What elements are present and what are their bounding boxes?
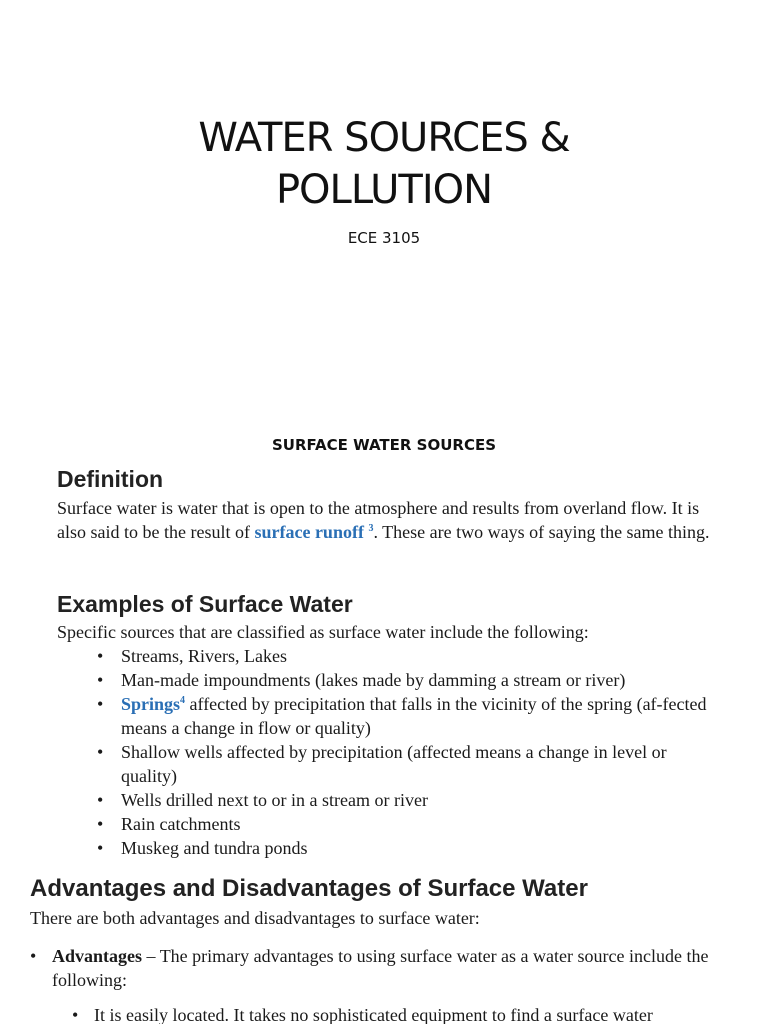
list-item — [97, 788, 727, 812]
page-heading: SURFACE WATER SOURCES — [271, 436, 497, 454]
definition-text-after: . These are two ways of saying the same thing. — [373, 522, 710, 542]
slide-title — [0, 112, 768, 216]
slide-title-line-1: WATER SOURCES & — [198, 115, 570, 161]
list-item — [97, 812, 727, 836]
list-item-text: Rain catchments — [121, 814, 241, 834]
list-item-text: Muskeg and tundra ponds — [121, 838, 308, 858]
list-item-text: Streams, Rivers, Lakes — [121, 646, 287, 666]
bullet-dot: • — [30, 946, 37, 966]
list-item — [97, 836, 727, 860]
advantages-intro: There are both advantages and disadvantages to surface water: — [30, 908, 480, 928]
list-item-text: Shallow wells affected by precipitation (affected means a change in level or quality) — [121, 742, 667, 786]
advantages-bullet — [30, 944, 752, 992]
advantages-heading: Advantages and Disadvantages of Surface Water — [30, 875, 588, 902]
list-item — [97, 692, 727, 740]
surface-runoff-link[interactable] — [254, 522, 373, 542]
list-item-text: affected by precipitation that falls in the vicinity of the spring (af-fected means a change in flow or quality) — [121, 694, 707, 738]
advantages-text: – The primary advantages to using surface water as a water source include the following: — [52, 946, 709, 990]
springs-footnote: 4 — [180, 695, 186, 706]
examples-heading: Examples of Surface Water — [57, 591, 353, 617]
slide-subtitle: ECE 3105 — [347, 229, 421, 247]
list-item — [97, 668, 727, 692]
definition-text-before: Surface water is water that is open to the atmosphere and results from overland flow. It is also said to be the result of — [57, 498, 700, 542]
list-item-text: Man-made impoundments (lakes made by damming a stream or river) — [121, 670, 626, 690]
springs-link-text: Springs — [121, 694, 181, 714]
surface-runoff-link-text: surface runoff — [254, 522, 364, 542]
surface-runoff-footnote: 3 — [368, 523, 374, 534]
definition-paragraph — [57, 496, 727, 544]
springs-link[interactable] — [121, 694, 185, 714]
list-item — [97, 644, 727, 668]
advantages-sub-item — [72, 1003, 764, 1024]
advantages-sub-item-text: It is easily located. It takes no sophisticated equipment to find a surface water — [94, 1005, 653, 1024]
document-page — [0, 388, 768, 1024]
list-item-text: Wells drilled next to or in a stream or river — [121, 790, 428, 810]
examples-intro: Specific sources that are classified as surface water include the following: — [57, 622, 589, 642]
list-item — [97, 740, 727, 788]
title-slide — [0, 0, 768, 388]
examples-list — [97, 644, 727, 860]
slide-title-line-2: POLLUTION — [275, 167, 493, 213]
advantages-label: Advantages — [52, 946, 143, 966]
definition-heading: Definition — [57, 466, 164, 492]
bullet-dot: • — [72, 1005, 79, 1024]
